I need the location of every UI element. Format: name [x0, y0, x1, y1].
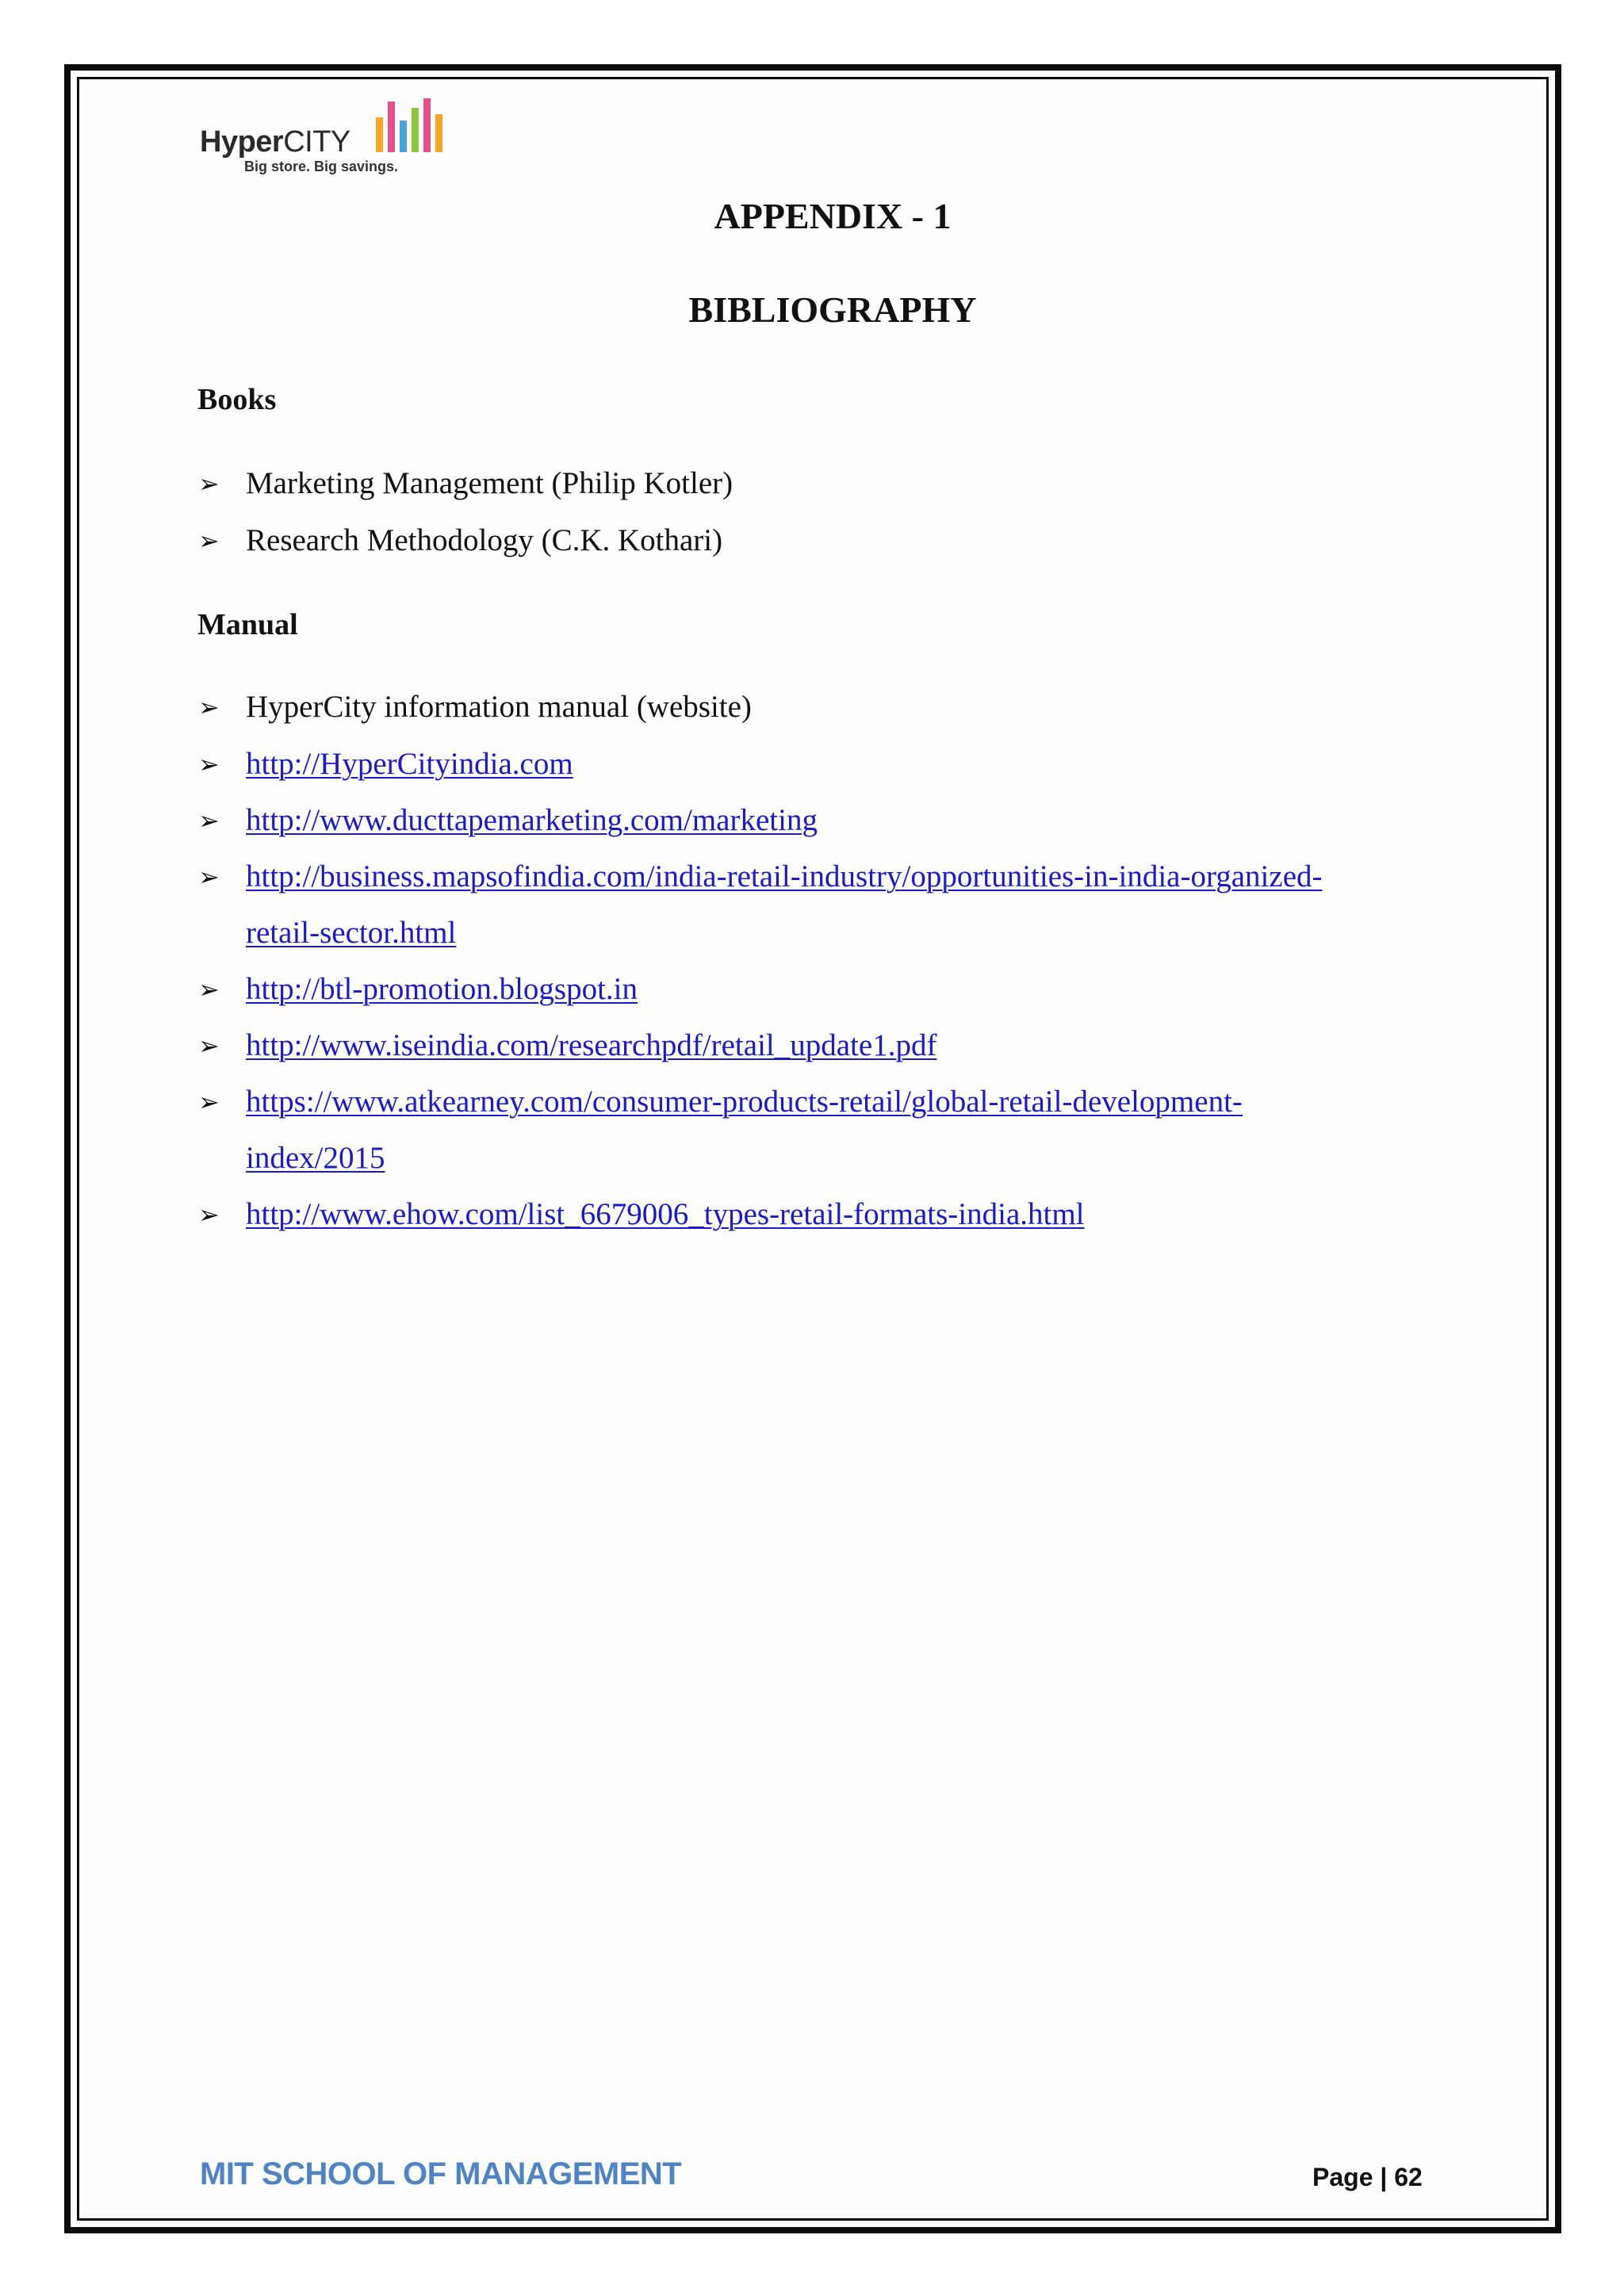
- arrow-bullet-icon: ➢: [198, 1031, 220, 1061]
- logo-word-city: CITY: [283, 125, 350, 159]
- arrow-bullet-icon: ➢: [198, 1200, 220, 1230]
- link-ehow[interactable]: http://www.ehow.com/list_6679006_types-retail-formats-india.html: [246, 1197, 1085, 1231]
- logo-bars-icon: [373, 97, 452, 154]
- link-atkearney[interactable]: https://www.atkearney.com/consumer-products-retail/global-retail-development-: [246, 1085, 1243, 1119]
- arrow-bullet-icon: ➢: [198, 692, 220, 722]
- page-number: Page | 62: [1312, 2163, 1423, 2191]
- link-hypercity[interactable]: http://HyperCityindia.com: [246, 747, 573, 781]
- arrow-bullet-icon: ➢: [198, 526, 220, 556]
- logo-word-hyper: Hyper: [200, 125, 284, 159]
- arrow-bullet-icon: ➢: [198, 806, 220, 836]
- appendix-heading: APPENDIX - 1: [714, 196, 952, 236]
- bibliography-heading: BIBLIOGRAPHY: [688, 289, 977, 330]
- hypercity-logo: [200, 95, 462, 178]
- link-mapsofindia-cont[interactable]: retail-sector.html: [246, 916, 457, 950]
- footer-school-name: MIT SCHOOL OF MANAGEMENT: [200, 2156, 682, 2191]
- link-mapsofindia[interactable]: http://business.mapsofindia.com/india-retail-industry/opportunities-in-india-organized-: [246, 859, 1323, 894]
- link-ducttape[interactable]: http://www.ducttapemarketing.com/marketing: [246, 803, 818, 837]
- link-btl-promotion[interactable]: http://btl-promotion.blogspot.in: [246, 972, 638, 1006]
- arrow-bullet-icon: ➢: [198, 974, 220, 1004]
- logo-tagline: Big store. Big savings.: [244, 159, 399, 174]
- arrow-bullet-icon: ➢: [198, 1087, 220, 1117]
- arrow-bullet-icon: ➢: [198, 469, 220, 499]
- logo-wordmark: [200, 125, 350, 159]
- arrow-bullet-icon: ➢: [198, 749, 220, 779]
- books-label: Books: [197, 383, 277, 416]
- book-item: Marketing Management (Philip Kotler): [246, 466, 733, 500]
- book-item: Research Methodology (C.K. Kothari): [246, 523, 723, 557]
- arrow-bullet-icon: ➢: [198, 862, 220, 892]
- manual-label: Manual: [197, 608, 298, 641]
- link-iseindia[interactable]: http://www.iseindia.com/researchpdf/retail_update1.pdf: [246, 1028, 937, 1062]
- link-atkearney-cont[interactable]: index/2015: [246, 1141, 385, 1175]
- manual-text-item: HyperCity information manual (website): [246, 690, 752, 724]
